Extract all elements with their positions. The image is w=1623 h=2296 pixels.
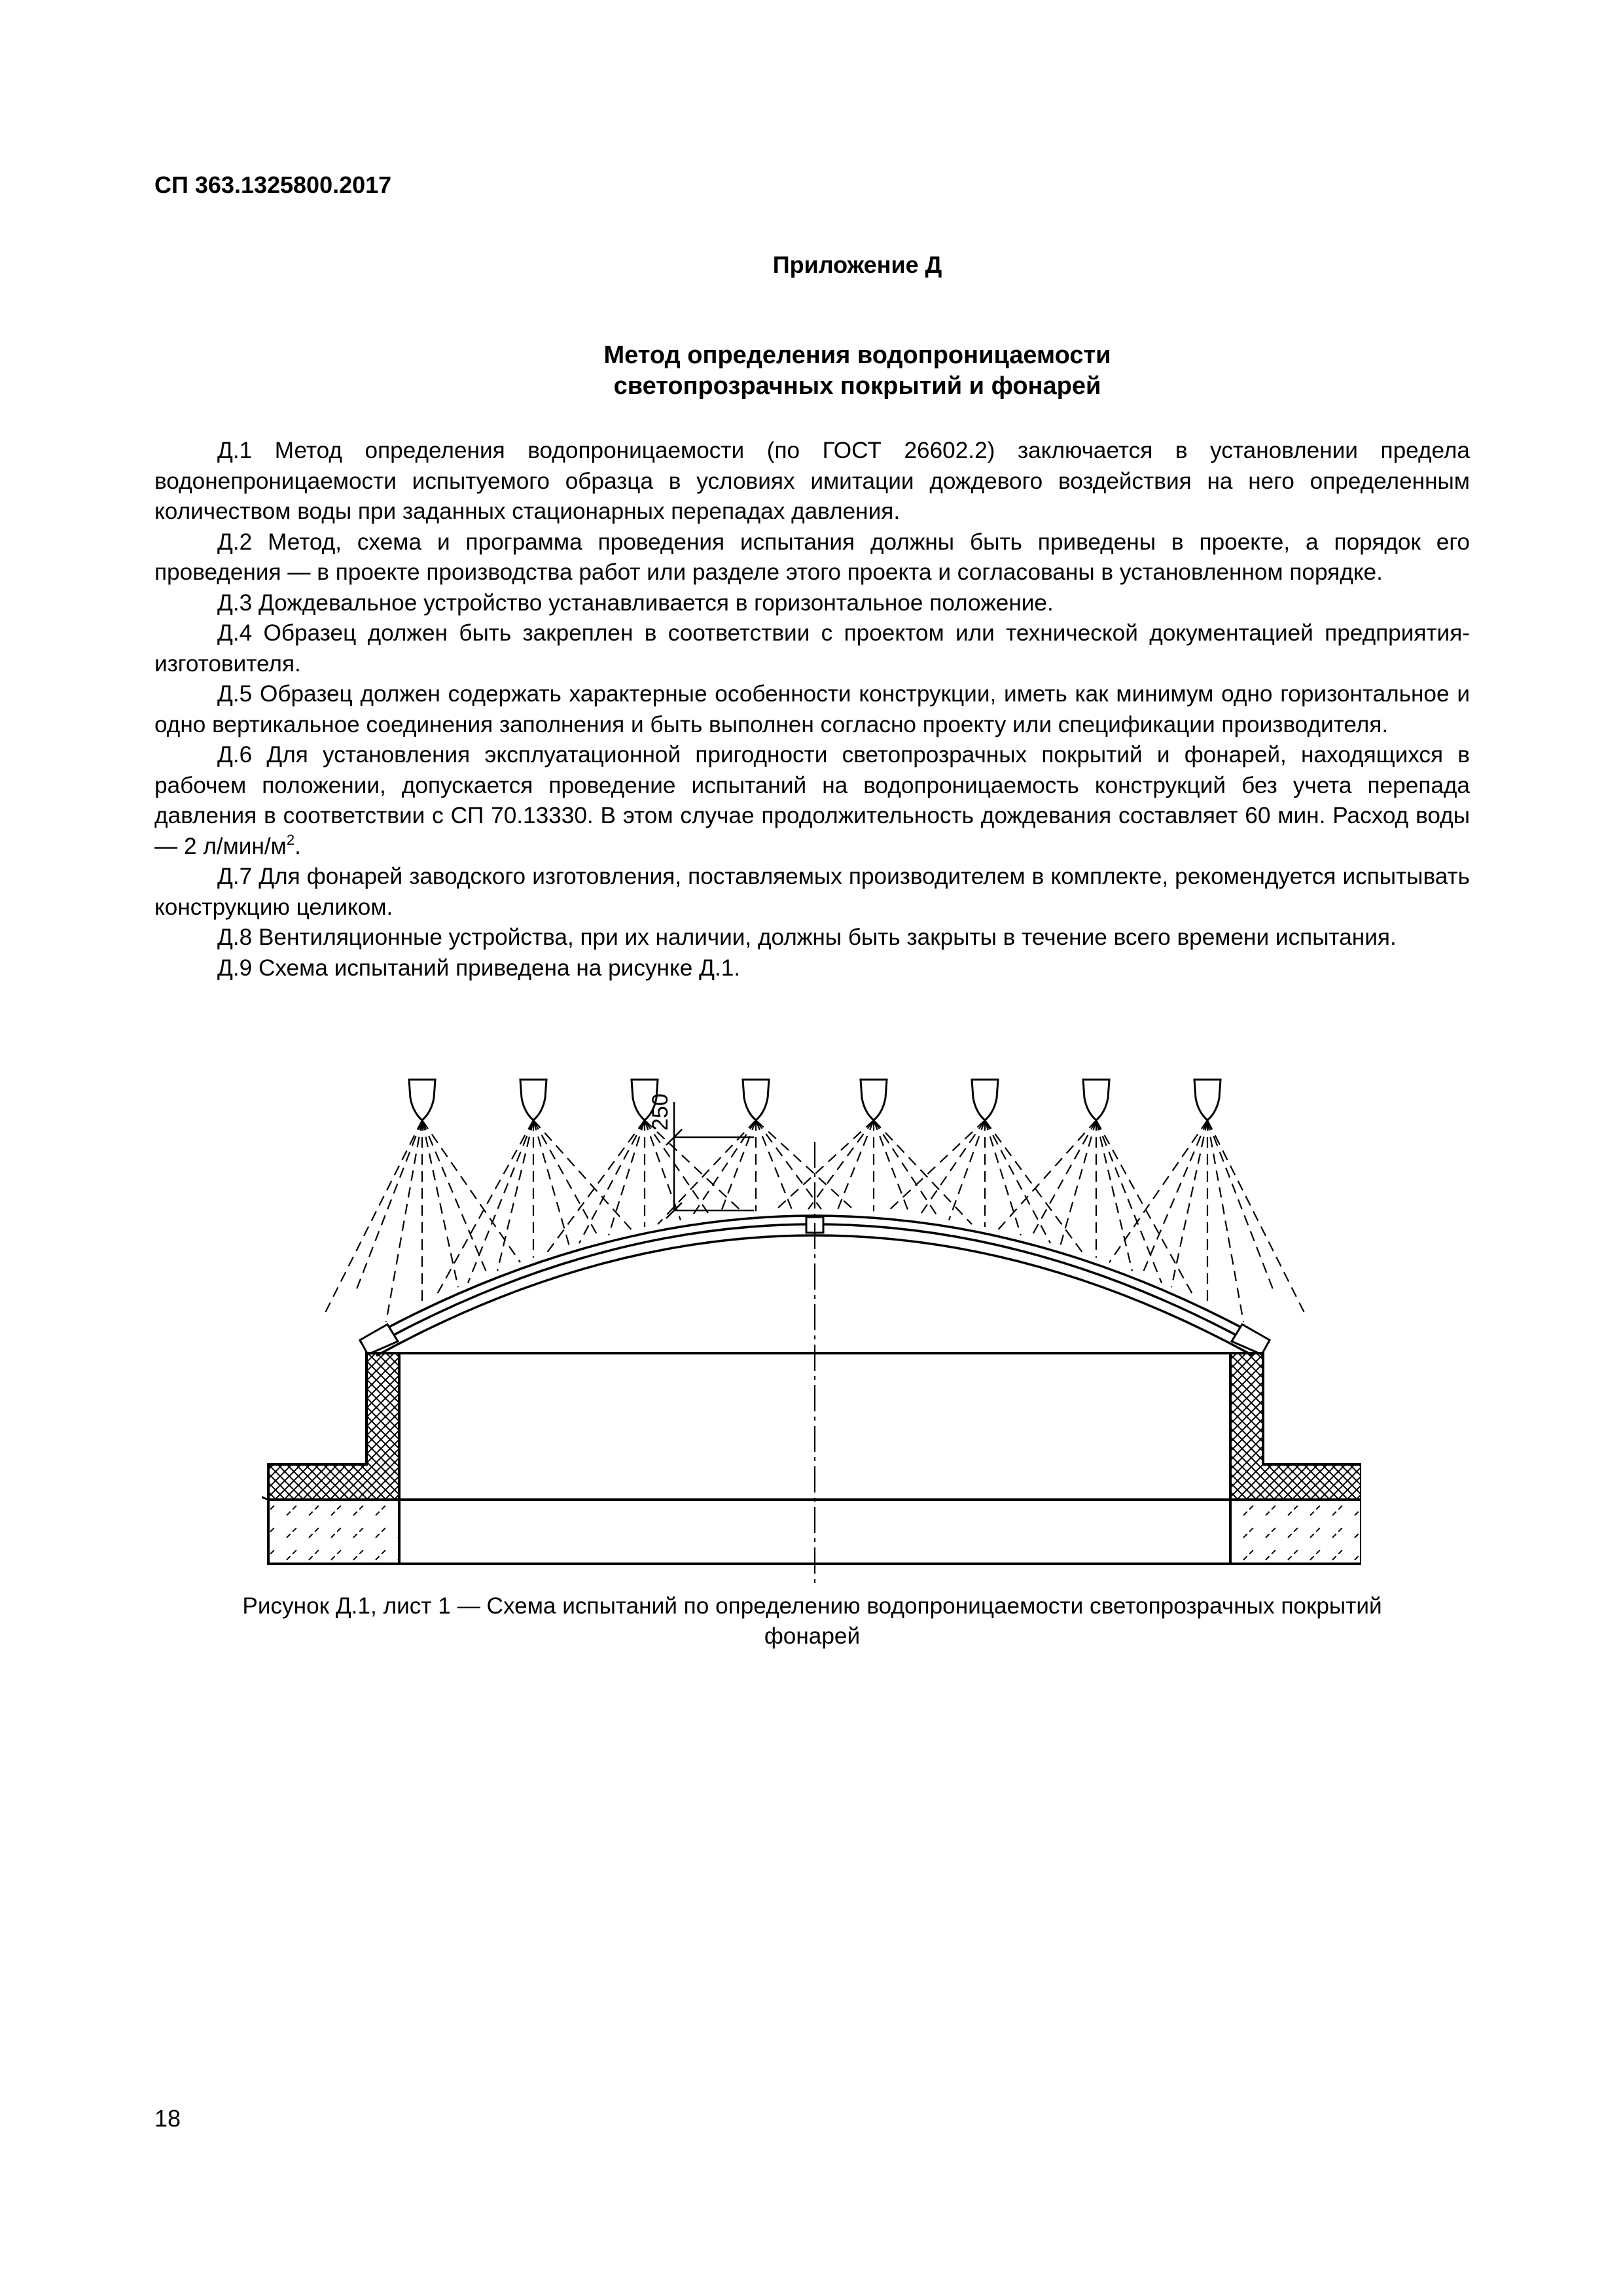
spray-line xyxy=(919,1120,985,1216)
paragraph-d6-end: . xyxy=(294,833,301,859)
spray-line xyxy=(533,1120,632,1229)
spray-line xyxy=(949,1120,985,1220)
spray-line xyxy=(874,1120,939,1218)
spray-line xyxy=(756,1120,792,1209)
spray-line xyxy=(435,1120,533,1298)
paragraph-d7: Д.7 Для фонарей заводского изготовления, поставляемых производителем в комплекте, рекомендуется испытывать конструкцию целиком. xyxy=(154,864,1470,920)
spray-line xyxy=(324,1120,422,1315)
spray-line xyxy=(386,1120,422,1322)
spray-line xyxy=(756,1120,854,1210)
spray-line xyxy=(1096,1120,1194,1298)
paragraph-d5: Д.5 Образец должен содержать характерные особенности конструкции, иметь как минимум одно горизонтальное и одно вертикальное соединения заполнения и быть выполнен согласно проекту или спецификации производителя. xyxy=(154,681,1470,737)
spray-line xyxy=(690,1120,756,1218)
paragraph-d3: Д.3 Дождевальное устройство устанавливается в горизонтальное положение. xyxy=(217,590,1054,616)
title-line-2: светопрозрачных покрытий и фонарей xyxy=(613,372,1101,400)
dimension-label: 250 xyxy=(648,1093,673,1131)
nozzles xyxy=(409,1080,1221,1120)
spray-line xyxy=(609,1120,645,1235)
spray-line xyxy=(998,1120,1096,1229)
paragraph-d8: Д.8 Вентиляционные устройства, при их наличии, должны быть закрыты в течение всего времени испытания. xyxy=(217,925,1397,950)
spray-line xyxy=(1031,1120,1096,1238)
body-text xyxy=(154,436,1470,983)
document-code: СП 363.1325800.2017 xyxy=(154,171,392,198)
spray-line xyxy=(357,1120,422,1289)
spray-line xyxy=(533,1120,569,1246)
nozzle-2 xyxy=(520,1080,546,1120)
paragraph-d1: Д.1 Метод определения водопроницаемости (по ГОСТ 26602.2) заключается в установлении предела водонепроницаемости испытуемого образца в условиях имитации дождевого воздействия на него определенным количеством воды при заданных стационарных перепадах давления. xyxy=(154,438,1470,524)
spray-line xyxy=(1060,1120,1096,1246)
spray-line xyxy=(658,1120,756,1224)
spray-line xyxy=(1207,1120,1243,1322)
spray-line xyxy=(1142,1120,1207,1275)
nozzle-7 xyxy=(1083,1080,1109,1120)
section-title xyxy=(0,340,1623,402)
test-scheme-figure xyxy=(262,1073,1361,1587)
appendix-label: Приложение Д xyxy=(772,251,942,278)
figure-caption xyxy=(154,1591,1470,1651)
paragraph-d4: Д.4 Образец должен быть закреплен в соответствии с проектом или технической документацией предприятия-изготовителя. xyxy=(154,620,1470,677)
spray-line xyxy=(776,1120,874,1210)
spray-line xyxy=(808,1120,874,1209)
spray-line xyxy=(497,1120,533,1271)
paragraph-d9: Д.9 Схема испытаний приведена на рисунке Д.1. xyxy=(217,955,741,981)
paragraph-d6 xyxy=(154,740,1470,862)
spray-line xyxy=(422,1120,488,1275)
spray-line xyxy=(874,1120,972,1224)
spray-line xyxy=(422,1120,458,1287)
spray-line xyxy=(1207,1120,1306,1315)
spray-line xyxy=(1207,1120,1273,1289)
nozzle-4 xyxy=(743,1080,769,1120)
spray-line xyxy=(985,1120,1021,1235)
spray-line xyxy=(887,1120,985,1212)
page-number: 18 xyxy=(154,2105,181,2132)
spray-line xyxy=(756,1120,821,1209)
spray-line xyxy=(838,1120,874,1209)
caption-line-2: фонарей xyxy=(764,1623,861,1649)
nozzle-1 xyxy=(409,1080,435,1120)
spray-line xyxy=(533,1120,599,1238)
caption-line-1: Рисунок Д.1, лист 1 — Схема испытаний по определению водопроницаемости светопрозрачных покрытий xyxy=(242,1593,1382,1619)
superscript-2: 2 xyxy=(286,831,295,848)
spray-line xyxy=(1096,1120,1132,1271)
nozzle-6 xyxy=(972,1080,998,1120)
nozzle-8 xyxy=(1194,1080,1221,1120)
paragraph-d6-text: Д.6 Для установления эксплуатационной пригодности светопрозрачных покрытий и фонарей, находящихся в рабочем положении, допускается проведение испытаний на водопроницаемость конструкций без учета перепада давления в соответствии с СП 70.13330. В этом случае продолжительность дождевания составляет 60 мин. Расход воды — 2 л/мин/м xyxy=(154,742,1470,859)
title-line-1: Метод определения водопроницаемости xyxy=(603,342,1111,369)
test-scheme-drawing xyxy=(262,1073,1361,1583)
paragraph-d2: Д.2 Метод, схема и программа проведения испытания должны быть приведены в проекте, а порядок его проведения — в проекте производства работ или разделе этого проекта и согласованы в установленном порядке. xyxy=(154,529,1470,585)
nozzle-5 xyxy=(861,1080,887,1120)
spray-line xyxy=(645,1120,743,1212)
spray-line xyxy=(1171,1120,1207,1287)
